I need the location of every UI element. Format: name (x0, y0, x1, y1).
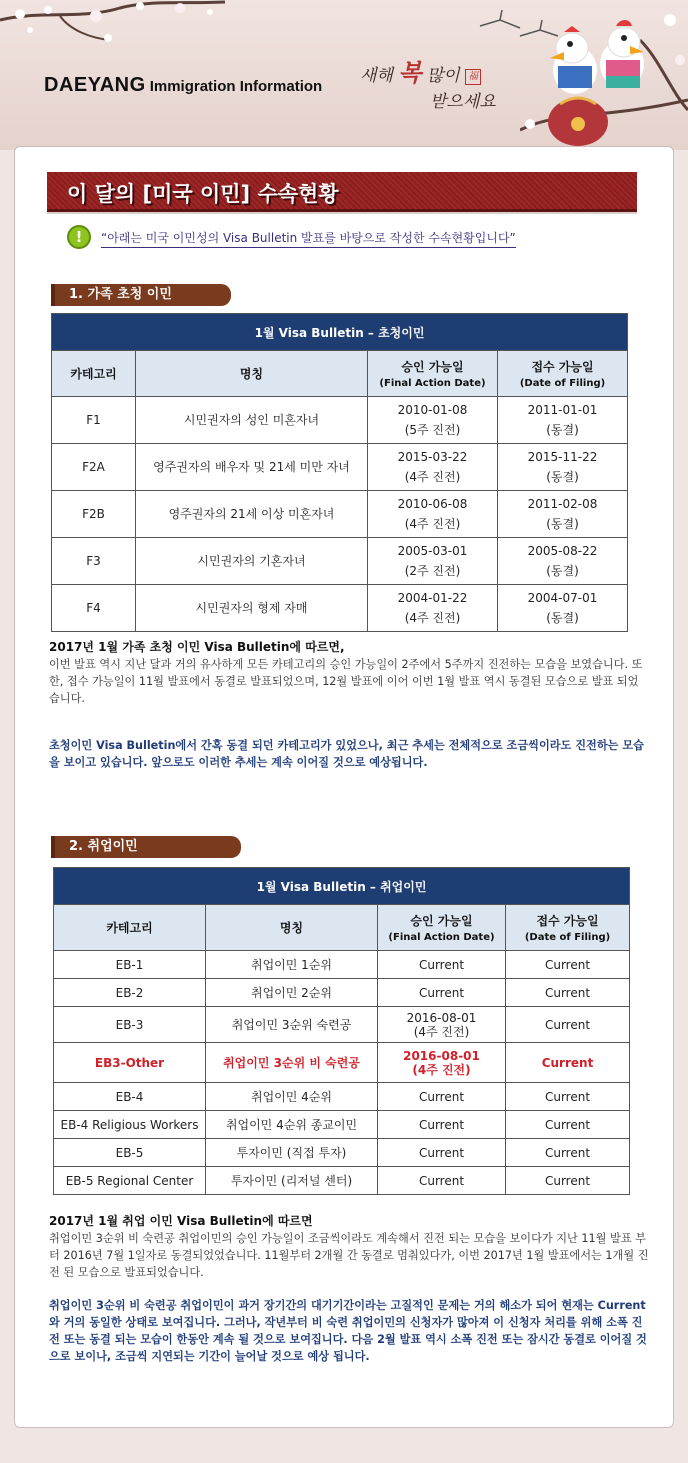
seal-stamp-icon: 福 (465, 69, 481, 85)
row-name: 투자이민 (리저널 센터) (206, 1167, 378, 1195)
row-category: F1 (52, 397, 136, 444)
header-category: 카테고리 (54, 905, 206, 951)
header-name: 명칭 (206, 905, 378, 951)
row-name: 취업이민 3순위 숙련공 (206, 1007, 378, 1043)
table-row-highlighted (54, 1043, 630, 1083)
row-final: 2015-03-22 (4주 진전) (368, 444, 498, 491)
row-final: Current (378, 1083, 506, 1111)
row-name: 취업이민 2순위 (206, 979, 378, 1007)
greeting-line1-end: 많이 (426, 66, 460, 86)
greeting-big-char: 복 (398, 58, 422, 87)
header-final-action: 승인 가능일 (Final Action Date) (378, 905, 506, 951)
row-filing: Current (506, 979, 630, 1007)
row-filing: Current (506, 951, 630, 979)
table-row (54, 1083, 630, 1111)
table-row (54, 1139, 630, 1167)
logo-strong-text: DAEYANG (44, 74, 146, 96)
page-title-banner (47, 172, 637, 212)
greeting-line1: 새해 (360, 66, 393, 86)
row-category: EB-4 (54, 1083, 206, 1111)
table-row (54, 1167, 630, 1195)
row-name: 투자이민 (직접 투자) (206, 1139, 378, 1167)
table-row (52, 397, 628, 444)
table-row (54, 1111, 630, 1139)
logo-light-text: Immigration Information (149, 78, 323, 95)
row-category: F3 (52, 538, 136, 585)
table-caption: 1월 Visa Bulletin – 초청이민 (52, 314, 628, 351)
blossom-branch-left-icon (0, 0, 230, 80)
row-category: EB-2 (54, 979, 206, 1007)
row-category: F4 (52, 585, 136, 632)
row-filing: Current (506, 1083, 630, 1111)
table-row (54, 979, 630, 1007)
row-filing: 2015-11-22 (동결) (498, 444, 628, 491)
row-name: 취업이민 1순위 (206, 951, 378, 979)
row-final: Current (378, 979, 506, 1007)
row-final: 2004-01-22 (4주 진전) (368, 585, 498, 632)
row-name: 시민권자의 기혼자녀 (136, 538, 368, 585)
row-name: 시민권자의 성인 미혼자녀 (136, 397, 368, 444)
table-caption: 1월 Visa Bulletin – 취업이민 (54, 868, 630, 905)
row-final: Current (378, 951, 506, 979)
content-card (14, 146, 674, 1428)
row-filing: Current (506, 1167, 630, 1195)
ducks-couple-icon (520, 0, 688, 150)
header-banner (0, 0, 688, 150)
row-final: Current (378, 1167, 506, 1195)
family-summary-body: 이번 발표 역시 지난 달과 거의 유사하게 모든 카테고리의 승인 가능일이 2주에서 5주까지 진전하는 모습을 보였습니다. 또한, 접수 가능일이 11월 발표에서 동결로 발표되었으며, 12월 발표에 이어 이번 1월 발표 역시 동결된 모습으로 발표 되었습니다. (49, 658, 643, 705)
greeting-line2: 받으세요 (430, 92, 496, 112)
new-year-greeting (360, 60, 530, 115)
notice-line (67, 225, 627, 249)
row-filing: Current (506, 1007, 630, 1043)
table-row (54, 951, 630, 979)
exclamation-icon: ! (67, 225, 91, 249)
row-category: EB3-Other (54, 1043, 206, 1083)
table-row (52, 538, 628, 585)
row-category: EB-3 (54, 1007, 206, 1043)
employment-summary (49, 1213, 649, 1281)
row-category: F2B (52, 491, 136, 538)
family-summary (49, 639, 649, 707)
row-final: 2016-08-01 (4주 진전) (378, 1007, 506, 1043)
row-name: 영주권자의 배우자 및 21세 미만 자녀 (136, 444, 368, 491)
family-visa-table (51, 313, 628, 632)
row-final: 2005-03-01 (2주 진전) (368, 538, 498, 585)
section-tab-family: 1. 가족 초청 이민 (51, 284, 231, 306)
row-filing: 2011-02-08 (동결) (498, 491, 628, 538)
row-category: EB-1 (54, 951, 206, 979)
row-filing: 2005-08-22 (동결) (498, 538, 628, 585)
employment-visa-table (53, 867, 630, 1195)
table-row (52, 444, 628, 491)
page-title: 이 달의 [미국 이민] 수속현황 (67, 182, 339, 206)
row-name: 영주권자의 21세 이상 미혼자녀 (136, 491, 368, 538)
row-final: Current (378, 1139, 506, 1167)
header-final-action: 승인 가능일 (Final Action Date) (368, 351, 498, 397)
header-name: 명칭 (136, 351, 368, 397)
table-row (52, 491, 628, 538)
family-outlook: 초청이민 Visa Bulletin에서 간혹 동결 되던 카테고리가 있었으나, 최근 추세는 전체적으로 조금씩이라도 진전하는 모습을 보이고 있습니다. 앞으로도 이러한 추세는 계속 이어질 것으로 예상됩니다. (49, 739, 644, 769)
header-category: 카테고리 (52, 351, 136, 397)
row-final: 2016-08-01 (4주 진전) (378, 1043, 506, 1083)
row-name: 취업이민 3순위 비 숙련공 (206, 1043, 378, 1083)
row-name: 시민권자의 형제 자매 (136, 585, 368, 632)
row-filing: 2011-01-01 (동결) (498, 397, 628, 444)
row-filing: Current (506, 1139, 630, 1167)
employment-summary-body: 취업이민 3순위 비 숙련공 취업이민의 승인 가능일이 조금씩이라도 계속해서 진전 되는 모습을 보이다가 지난 11월 발표 부터 2016년 7월 1일자로 동결되었었습니다. 11월부터 2개월 간 동결로 멈춰있다가, 이번 2017년 1월 발표에서는 1개월 진전 된 모습으로 발표되었습니다. (49, 1232, 649, 1279)
row-name: 취업이민 4순위 (206, 1083, 378, 1111)
row-filing: 2004-07-01 (동결) (498, 585, 628, 632)
row-filing: Current (506, 1111, 630, 1139)
company-logo[interactable] (44, 74, 322, 97)
row-category: EB-4 Religious Workers (54, 1111, 206, 1139)
row-category: EB-5 Regional Center (54, 1167, 206, 1195)
employment-summary-lead: 2017년 1월 취업 이민 Visa Bulletin에 따르면 (49, 1214, 313, 1228)
row-filing: Current (506, 1043, 630, 1083)
section-tab-employment: 2. 취업이민 (51, 836, 241, 858)
table-row (54, 1007, 630, 1043)
row-name: 취업이민 4순위 종교이민 (206, 1111, 378, 1139)
notice-text: “아래는 미국 이민성의 Visa Bulletin 발표를 바탕으로 작성한 수속현황입니다” (101, 229, 516, 248)
row-category: EB-5 (54, 1139, 206, 1167)
row-final: Current (378, 1111, 506, 1139)
employment-outlook: 취업이민 3순위 비 숙련공 취업이민이 과거 장기간의 대기기간이라는 고질적인 문제는 거의 해소가 되어 현재는 Current와 거의 동일한 상태로 보여집니다. 그러나, 작년부터 비 숙련 취업이민의 신청자가 많아져 이 신청자 처리를 위해 소폭 진전 또는 동결 되는 모습이 한동안 계속 될 것으로 보여집니다. 다음 2월 발표 역시 소폭 진전 또는 잠시간 동결로 이어질 것으로 보이나, 조금씩 지연되는 기간이 늘어날 것으로 예상 됩니다. (49, 1299, 647, 1363)
header-filing: 접수 가능일 (Date of Filing) (498, 351, 628, 397)
family-summary-lead: 2017년 1월 가족 초청 이민 Visa Bulletin에 따르면, (49, 640, 345, 654)
row-final: 2010-06-08 (4주 진전) (368, 491, 498, 538)
header-filing: 접수 가능일 (Date of Filing) (506, 905, 630, 951)
row-final: 2010-01-08 (5주 진전) (368, 397, 498, 444)
row-category: F2A (52, 444, 136, 491)
table-row (52, 585, 628, 632)
